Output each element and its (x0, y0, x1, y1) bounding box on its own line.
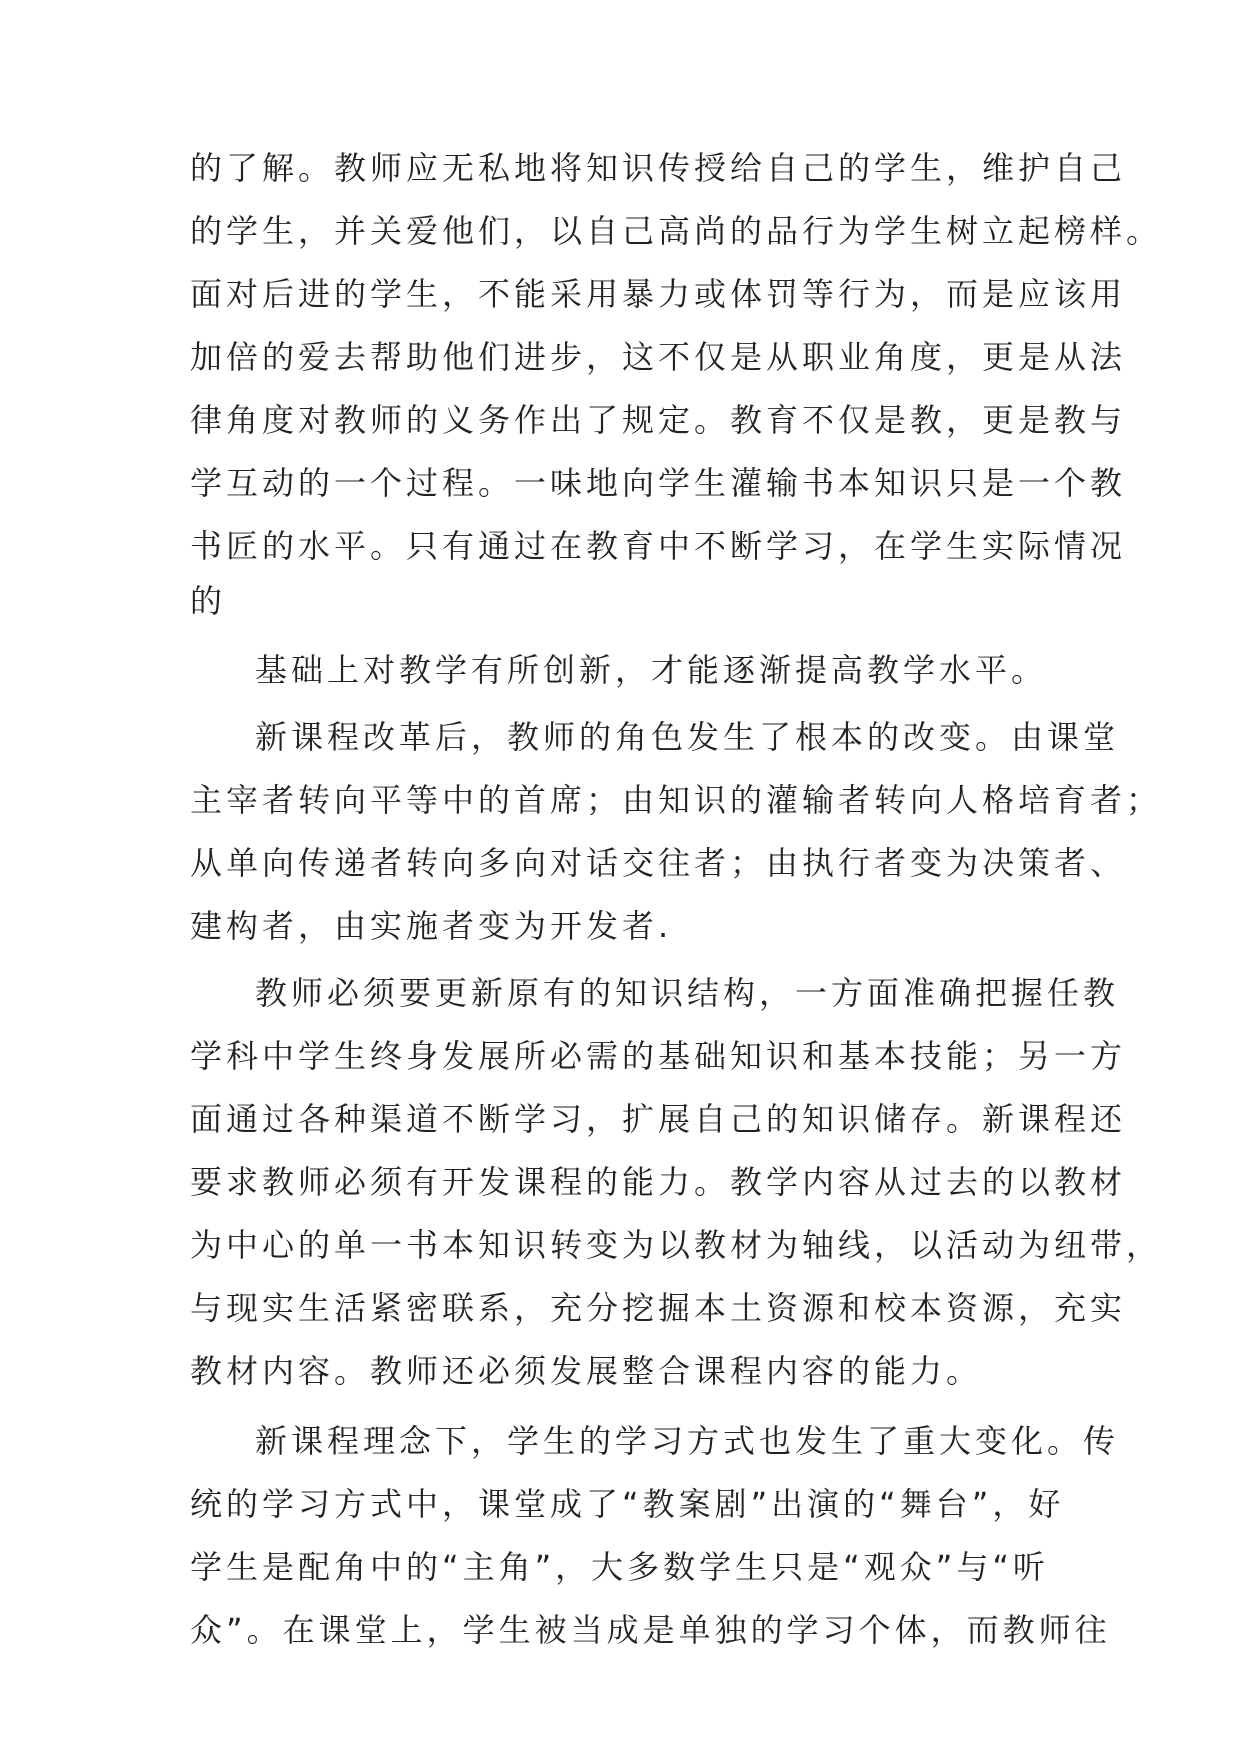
text-line: 学互动的一个过程。一味地向学生灌输书本知识只是一个教 (190, 464, 1127, 502)
text-line: 基础上对教学有所创新，才能逐渐提高教学水平。 (255, 651, 1048, 689)
text-line: 教材内容。教师还必须发展整合课程内容的能力。 (190, 1352, 983, 1390)
text-line: 要求教师必须有开发课程的能力。教学内容从过去的以教材 (190, 1163, 1127, 1201)
text-line: 学科中学生终身发展所必需的基础知识和基本技能；另一方 (190, 1037, 1127, 1075)
text-line: 书匠的水平。只有通过在教育中不断学习，在学生实际情况 (190, 527, 1127, 565)
text-line: 统的学习方式中，课堂成了“教案剧”出演的“舞台”，好 (190, 1485, 1065, 1523)
text-line: 教师必须要更新原有的知识结构，一方面准确把握任教 (255, 974, 1120, 1012)
text-line: 的了解。教师应无私地将知识传授给自己的学生，维护自己 (190, 149, 1127, 187)
text-line: 为中心的单一书本知识转变为以教材为轴线，以活动为纽带， (190, 1226, 1163, 1264)
text-line: 面对后进的学生，不能采用暴力或体罚等行为，而是应该用 (190, 275, 1127, 313)
text-line: 的 (190, 582, 227, 620)
text-line: 新课程理念下，学生的学习方式也发生了重大变化。传 (255, 1422, 1120, 1460)
text-line: 主宰者转向平等中的首席；由知识的灌输者转向人格培育者； (190, 781, 1163, 819)
text-line: 与现实生活紧密联系，充分挖掘本土资源和校本资源，充实 (190, 1289, 1127, 1327)
text-line: 众”。在课堂上，学生被当成是单独的学习个体，而教师往 (190, 1611, 1111, 1649)
text-line: 建构者，由实施者变为开发者. (190, 907, 673, 945)
text-line: 的学生，并关爱他们，以自己高尚的品行为学生树立起榜样。 (190, 212, 1163, 250)
text-line: 学生是配角中的“主角”，大多数学生只是“观众”与“听 (190, 1548, 1049, 1586)
text-line: 面通过各种渠道不断学习，扩展自己的知识储存。新课程还 (190, 1100, 1127, 1138)
text-line: 从单向传递者转向多向对话交往者；由执行者变为决策者、 (190, 844, 1127, 882)
text-line: 新课程改革后，教师的角色发生了根本的改变。由课堂 (255, 718, 1120, 756)
text-line: 加倍的爱去帮助他们进步，这不仅是从职业角度，更是从法 (190, 338, 1127, 376)
text-line: 律角度对教师的义务作出了规定。教育不仅是教，更是教与 (190, 401, 1127, 439)
